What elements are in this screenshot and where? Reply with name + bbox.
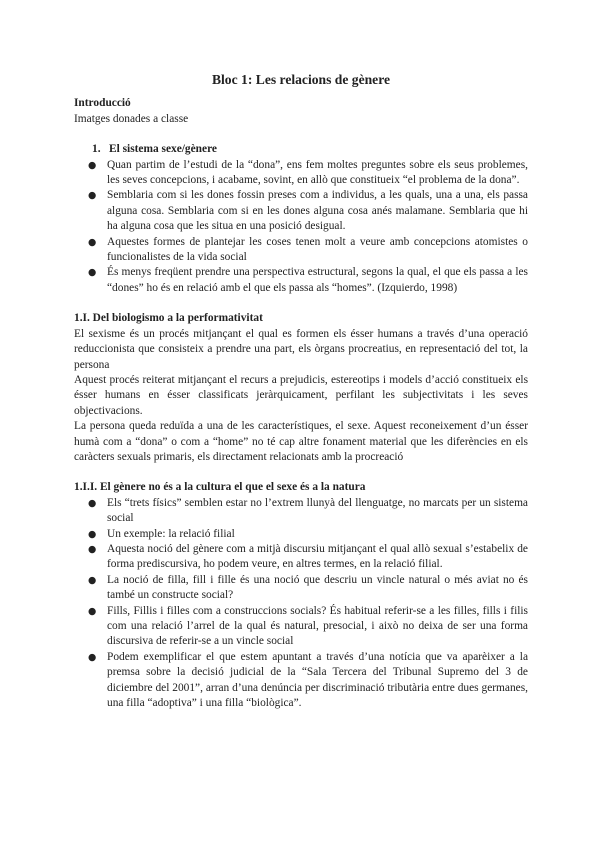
section-1-1-1-bullets <box>74 496 528 712</box>
section-1-1-1-heading: 1.I.I. El gènere no és a la cultura el que el sexe és a la natura <box>74 481 366 494</box>
section-1-title: El sistema sexe/gènere <box>109 143 217 156</box>
list-item: ● És menys freqüent prendre una perspectiva estructural, segons la qual, el que els passa a les “dones” ho és en relació amb el que els passa als “homes”. (Izquierdo, 1998) <box>107 265 528 296</box>
list-item: ● La noció de filla, fill i fille és una noció que descriu un vincle natural o més aviat no és també un constructe social? <box>107 573 528 604</box>
list-item: ● Semblaria com si les dones fossin preses com a individus, a les quals, una a una, els passa alguna cosa. Semblaria com si en les dones alguna cosa anés malamane. Semblaria que hi ha alguna cosa que les situa en una posició desigual. <box>107 188 528 234</box>
list-item: ● Podem exemplificar el que estem apuntant a través d’una notícia que va aparèixer a la premsa sobre la decisió judicial de la “Sala Tercera del Tribunal Supremo del 3 de diciembre del 2001”, arran d’una denúncia per discriminació tributària entre dues germanes, una filla “adoptiva” i una filla “biològica”. <box>107 650 528 712</box>
section-1-bullets <box>74 158 528 297</box>
list-item: ● Un exemple: la relació filial <box>107 527 528 542</box>
list-item: ● Aquesta noció del gènere com a mitjà discursiu mitjançant el qual allò sexual s’estabelix de forma prediscursiva, ho podem veure, en altres termes, en la relació filial. <box>107 542 528 573</box>
list-item: ● Aquestes formes de plantejar les coses tenen molt a veure amb concepcions atomistes o funcionalistes de la vida social <box>107 235 528 266</box>
list-item: ● Fills, Fillis i filles com a construccions socials? És habitual referir-se a les filles, fills i filis com una relació l’arrel de la qual és natural, presocial, i això no deixa de ser una forma discursiva de referir-se a un vincle social <box>107 604 528 650</box>
section-1-number: 1. <box>92 143 101 156</box>
intro-text: Imatges donades a classe <box>74 112 189 125</box>
document-title: Bloc 1: Les relacions de gènere <box>211 72 391 87</box>
paragraph: Aquest procés reiterat mitjançant el recurs a prejudicis, estereotips i models d’acció constitueix els ésser humans en ésser classificats jeràrquicament, perfilant les subjectivitats i les seves objectivacions. <box>74 373 528 417</box>
paragraph: El sexisme és un procés mitjançant el qual es formen els ésser humans a través d’una operació reduccionista que consisteix a prendre una part, els òrgans procreatius, en representació del tot, la persona <box>74 327 528 371</box>
intro-heading: Introducció <box>74 97 131 110</box>
section-1-1-heading: 1.I. Del biologismo a la performativitat <box>74 312 263 325</box>
document-page <box>74 72 528 711</box>
paragraph: La persona queda reduïda a una de les característiques, el sexe. Aquest reconeixement d’un ésser humà com a “dona” o com a “home” no té cap altre fonament material que les diferències en els caràcters sexuals primaris, els directament relacionats amb la procreació <box>74 420 528 463</box>
section-1-heading <box>92 142 528 157</box>
list-item: ● Quan partim de l’estudi de la “dona”, ens fem moltes preguntes sobre els seus problemes, les seves concepcions, i acabame, sovint, en allò que constitueix “el problema de la dona”. <box>107 158 528 189</box>
list-item: ● Els “trets físics” semblen estar no l’extrem llunyà del llenguatge, no marcats per un sistema social <box>107 496 528 527</box>
